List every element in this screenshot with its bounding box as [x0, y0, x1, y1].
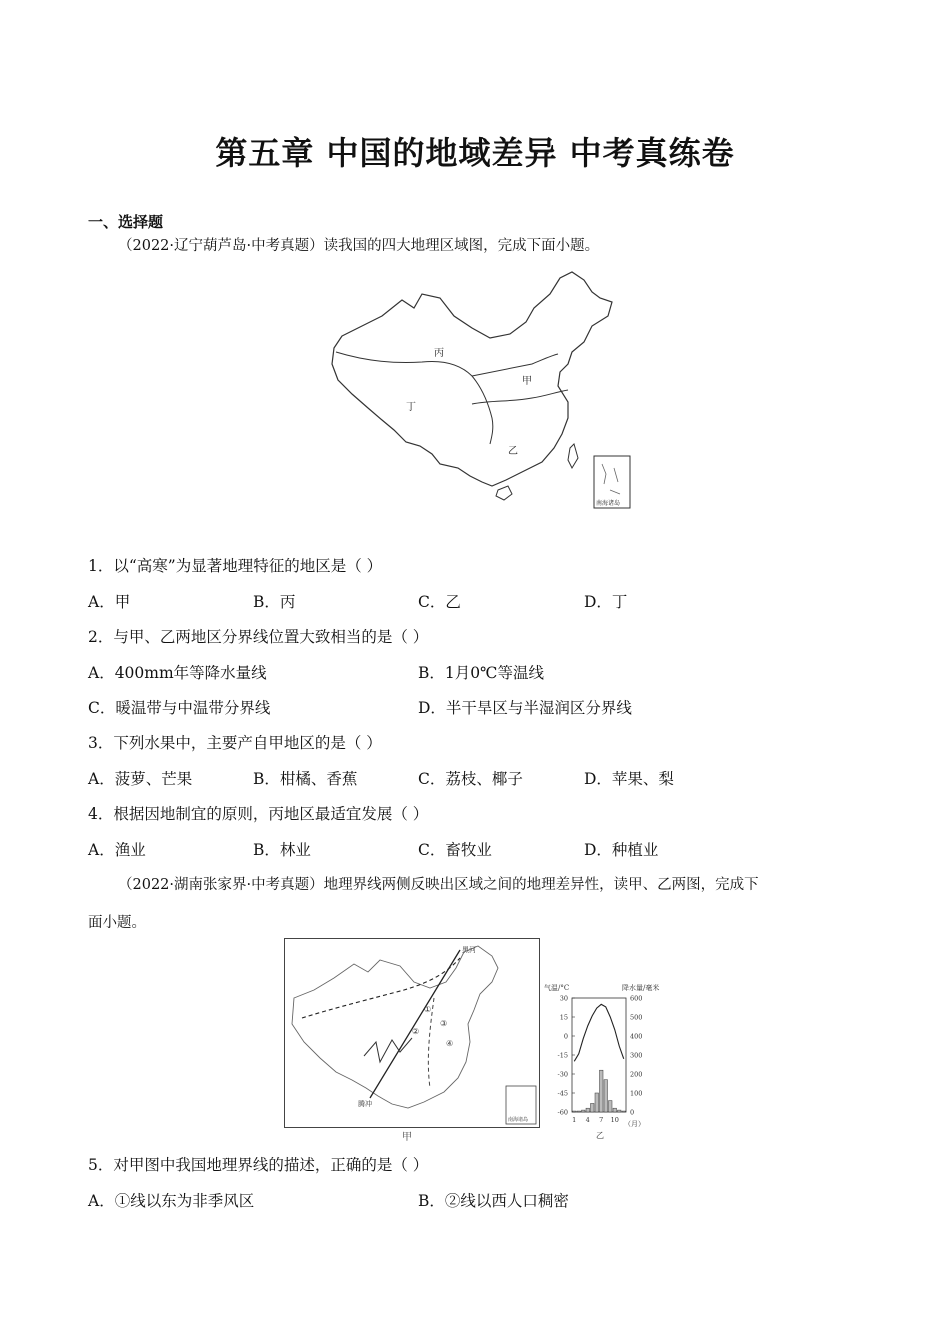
q5-option-b[interactable]: B．②线以西人口稠密 [418, 1192, 569, 1210]
china-regions-map [322, 268, 634, 514]
chart-caption: 乙 [596, 1131, 604, 1140]
precip-bar [591, 1103, 595, 1112]
q1-option-d[interactable]: D．丁 [584, 593, 628, 611]
chart-ylabel-right: 降水量/毫米 [622, 984, 660, 992]
label-jia: 甲 [522, 376, 532, 387]
question-5: 5．对甲图中我国地理界线的描述，正确的是（ ） [88, 1156, 429, 1174]
q3-option-a[interactable]: A．菠萝、芒果 [88, 770, 193, 788]
q3-option-d[interactable]: D．苹果、梨 [584, 770, 674, 788]
china-outline [332, 272, 612, 486]
x-tick-label: 1 [572, 1116, 577, 1124]
hainan-island [496, 486, 512, 500]
label-heihe: 黑河 [462, 946, 476, 954]
boundary-line-1 [336, 352, 493, 444]
intro-paragraph-2-cont: 面小题。 [88, 915, 146, 931]
precip-bar [609, 1101, 613, 1112]
left-tick-label: 30 [559, 994, 568, 1003]
question-1: 1．以“高寒”为显著地理特征的地区是（ ） [88, 557, 383, 575]
precip-bar [600, 1070, 604, 1112]
q4-option-a[interactable]: A．渔业 [88, 841, 146, 859]
q2-option-d[interactable]: D．半干旱区与半湿润区分界线 [418, 699, 632, 717]
q1-option-c[interactable]: C．乙 [418, 593, 461, 611]
precip-bar [586, 1108, 590, 1112]
climate-chart [540, 980, 680, 1140]
x-tick-label: 10 [610, 1116, 619, 1124]
chart-xlabel: （月） [624, 1120, 645, 1128]
right-tick-label: 200 [630, 1070, 643, 1079]
label-ding: 丁 [406, 402, 416, 413]
precip-bar [618, 1110, 622, 1112]
label-bing: 丙 [434, 348, 444, 359]
intro-paragraph-1: （2022·辽宁葫芦岛·中考真题）读我国的四大地理区域图，完成下面小题。 [118, 238, 600, 254]
section-heading: 一、选择题 [88, 213, 164, 231]
question-4: 4．根据因地制宜的原则，丙地区最适宜发展（ ） [88, 805, 429, 823]
page-title: 第五章 中国的地域差异 中考真练卷 [215, 134, 735, 172]
left-tick-label: -45 [557, 1089, 568, 1098]
map2-caption: 甲 [402, 1132, 412, 1143]
precip-bar [582, 1110, 586, 1112]
label-line-2: ② [412, 1027, 420, 1036]
precip-bar [573, 1111, 577, 1112]
intro-paragraph-2: （2022·湖南张家界·中考真题）地理界线两侧反映出区域之间的地理差异性，读甲、乙两图，完成下 [118, 877, 759, 893]
china-boundary-map [284, 938, 540, 1128]
right-tick-label: 300 [630, 1051, 643, 1060]
plot-frame [572, 998, 626, 1112]
precip-bar [613, 1108, 617, 1112]
precip-bar [622, 1111, 626, 1112]
temperature-line [574, 1004, 624, 1061]
q2-option-c[interactable]: C．暖温带与中温带分界线 [88, 699, 271, 717]
question-3: 3．下列水果中，主要产自甲地区的是（ ） [88, 734, 382, 752]
left-tick-label: -60 [557, 1108, 568, 1117]
right-tick-label: 600 [630, 994, 643, 1003]
q4-option-c[interactable]: C．畜牧业 [418, 841, 492, 859]
right-tick-label: 0 [630, 1108, 635, 1117]
left-tick-label: -15 [557, 1051, 568, 1060]
left-tick-label: -30 [557, 1070, 568, 1079]
q2-option-b[interactable]: B．1月0℃等温线 [418, 664, 544, 682]
question-2: 2．与甲、乙两地区分界线位置大致相当的是（ ） [88, 628, 429, 646]
q3-option-b[interactable]: B．柑橘、香蕉 [253, 770, 358, 788]
precip-bar [595, 1093, 599, 1112]
right-tick-label: 500 [630, 1013, 643, 1022]
right-tick-label: 100 [630, 1089, 643, 1098]
q4-option-b[interactable]: B．林业 [253, 841, 311, 859]
x-tick-label: 4 [585, 1116, 590, 1124]
inset-label-2: 南海诸岛 [508, 1117, 529, 1123]
inset-label: 南海诸岛 [596, 500, 621, 507]
q2-option-a[interactable]: A．400mm年等降水量线 [88, 664, 267, 682]
boundary-line-2 [472, 354, 558, 376]
q4-option-d[interactable]: D．种植业 [584, 841, 659, 859]
precip-bar [577, 1111, 581, 1112]
boundary-line-3 [472, 390, 568, 404]
label-line-3: ③ [440, 1019, 448, 1028]
taiwan-island [568, 444, 578, 468]
q3-option-c[interactable]: C．荔枝、椰子 [418, 770, 523, 788]
label-line-1: ① [424, 1005, 432, 1014]
label-yi: 乙 [508, 446, 518, 457]
label-tengchong: 腾冲 [358, 1100, 372, 1108]
q1-option-a[interactable]: A．甲 [88, 593, 131, 611]
precip-bar [604, 1080, 608, 1112]
right-tick-label: 400 [630, 1032, 643, 1041]
q5-option-a[interactable]: A．①线以东为非季风区 [88, 1192, 255, 1210]
x-tick-label: 7 [599, 1116, 604, 1124]
label-line-4: ④ [446, 1039, 454, 1048]
left-tick-label: 0 [563, 1032, 568, 1041]
q1-option-b[interactable]: B．丙 [253, 593, 296, 611]
chart-ylabel-left: 气温/°C [544, 984, 570, 992]
left-tick-label: 15 [559, 1013, 568, 1022]
